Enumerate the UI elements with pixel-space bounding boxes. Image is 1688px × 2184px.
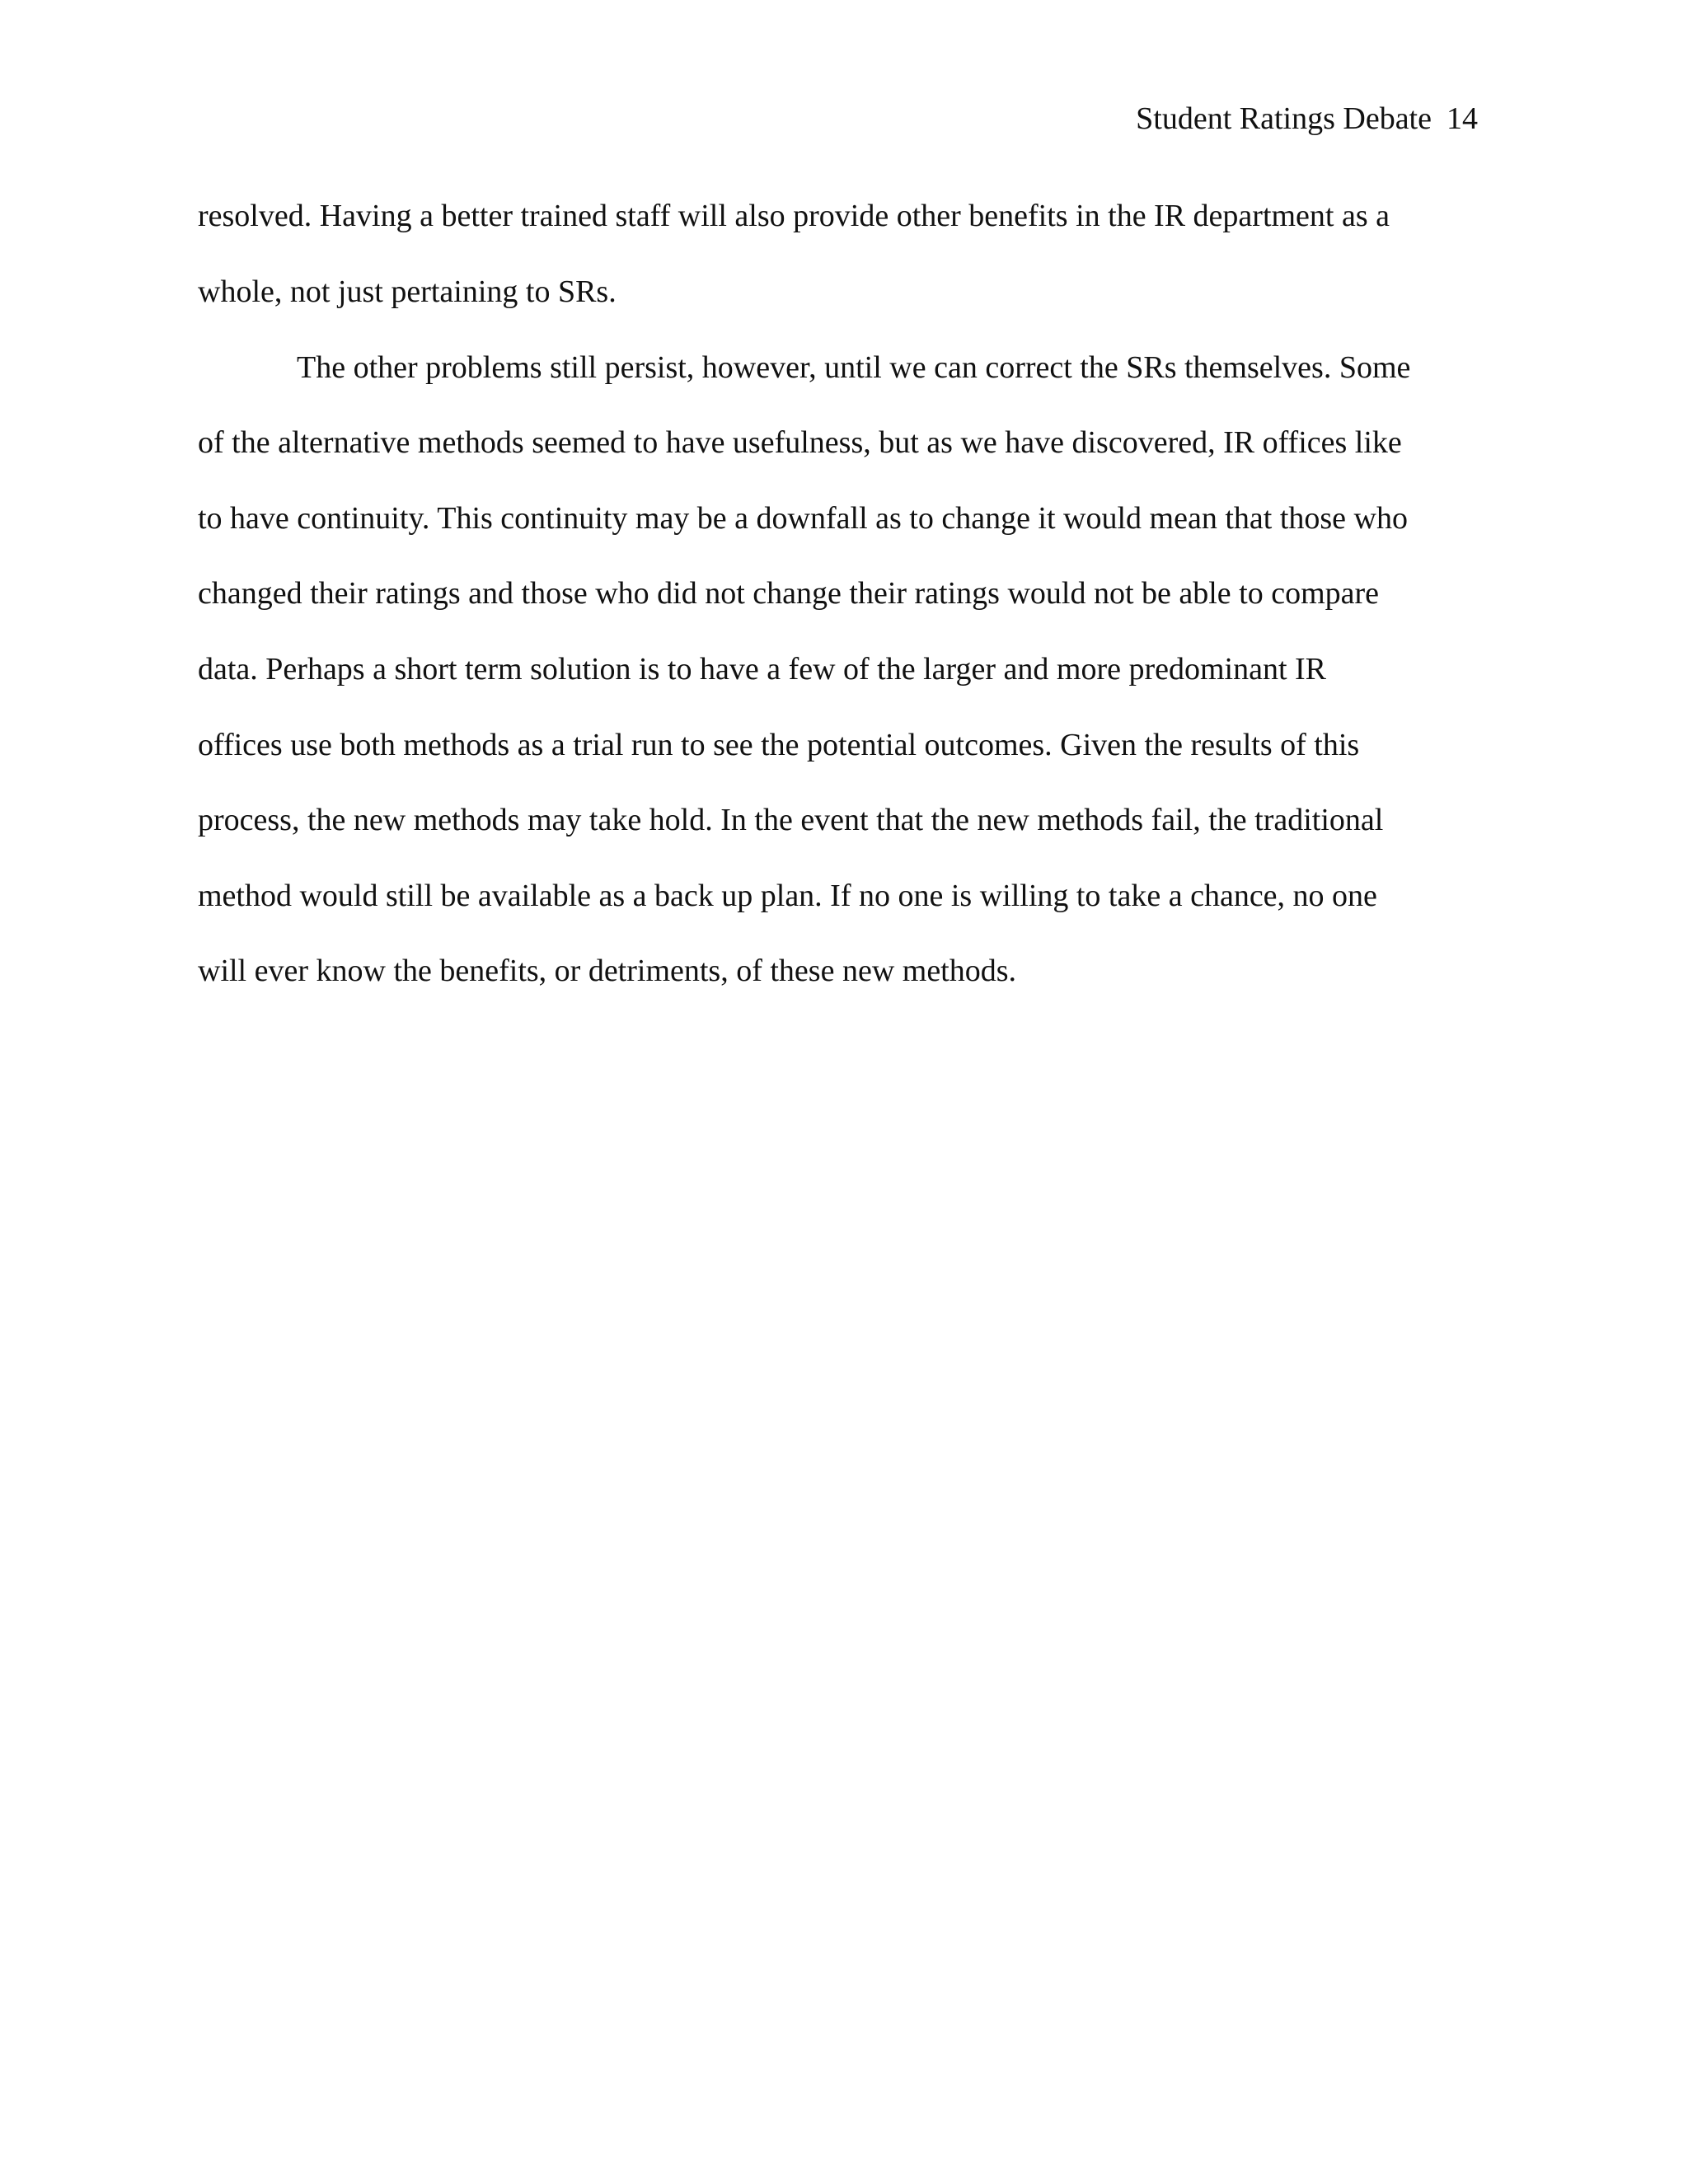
body-line: The other problems still persist, however, until we can correct the SRs themselves. Some bbox=[297, 350, 1411, 385]
body-line: method would still be available as a back up plan. If no one is willing to take a chance, no one bbox=[198, 879, 1377, 913]
body-line: resolved. Having a better trained staff will also provide other benefits in the IR department as a bbox=[198, 199, 1390, 233]
body-line: will ever know the benefits, or detriments, of these new methods. bbox=[198, 954, 1017, 988]
body-line: changed their ratings and those who did not change their ratings would not be able to compare bbox=[198, 576, 1380, 611]
body-line: offices use both methods as a trial run to see the potential outcomes. Given the results of this bbox=[198, 728, 1360, 762]
body-line: to have continuity. This continuity may be a downfall as to change it would mean that those who bbox=[198, 501, 1408, 536]
running-head-title: Student Ratings Debate bbox=[1136, 101, 1432, 136]
body-line: of the alternative methods seemed to have usefulness, but as we have discovered, IR offices like bbox=[198, 425, 1402, 460]
body-line: data. Perhaps a short term solution is to have a few of the larger and more predominant IR bbox=[198, 652, 1327, 687]
body-line: process, the new methods may take hold. In the event that the new methods fail, the traditional bbox=[198, 803, 1384, 837]
running-head bbox=[1136, 97, 1478, 140]
page-number: 14 bbox=[1447, 101, 1478, 136]
body-line: whole, not just pertaining to SRs. bbox=[198, 274, 617, 309]
